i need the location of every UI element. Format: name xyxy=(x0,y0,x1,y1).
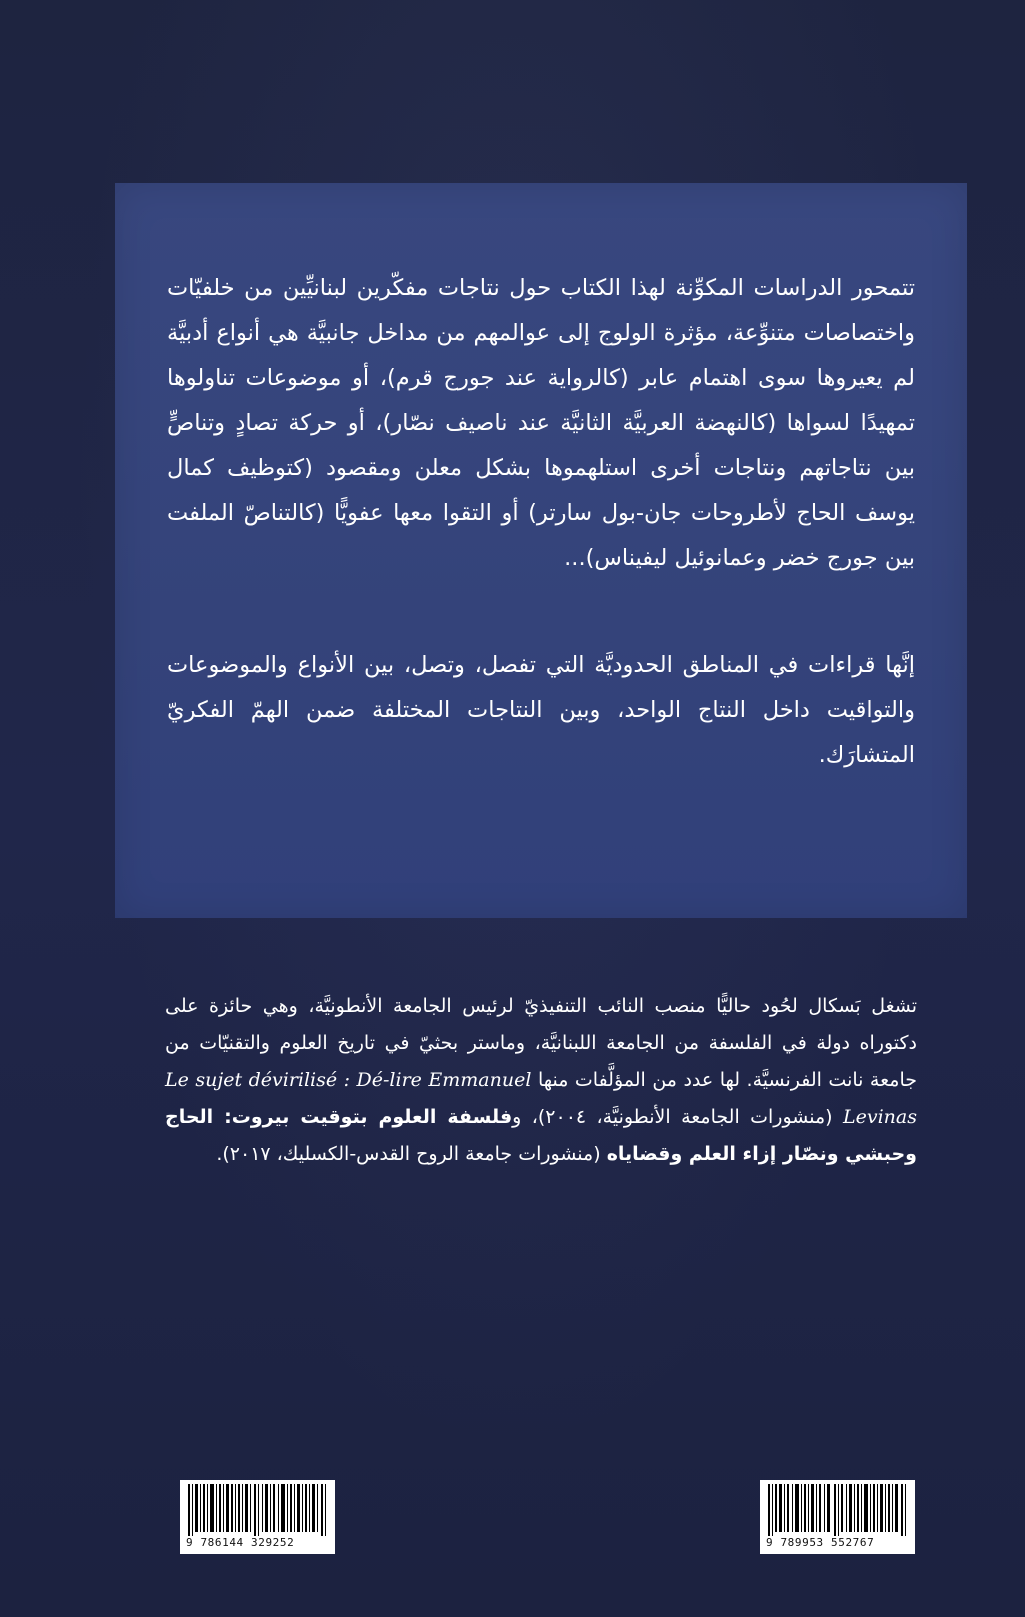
bio-text-3: (منشورات جامعة الروح القدس-الكسليك، ٢٠١٧). xyxy=(216,1143,601,1165)
blurb-paragraph-1: تتمحور الدراسات المكوِّنة لهذا الكتاب حول نتاجات مفكّرين لبنانيِّين من خلفيّات واختصاصات متنوِّعة، مؤثرة الولوج إلى عوالمهم من مداخل جانبيَّة هي أنواع أدبيَّة لم يعيروها سوى اهتمام عابر (كالرواية عند جورج قرم)، أو موضوعات تناولوها تمهيدًا لسواها (كالنهضة العربيَّة الثانيَّة عند ناصيف نصّار)، أو حركة تصادٍ وتناصٍّ بين نتاجاتهم ونتاجات أخرى استلهموها بشكل معلن ومقصود (كتوظيف كمال يوسف الحاج لأطروحات جان-بول سارتر) أو التقوا معها عفويًّا (كالتناصّ الملفت بين جورج خضر وعمانوئيل ليفيناس)... xyxy=(167,275,915,571)
bio-text-1: تشغل بَسكال لحُود حاليًّا منصب النائب التنفيذيّ لرئيس الجامعة الأنطونيَّة، وهي حائزة على دكتوراه دولة في الفلسفة من الجامعة اللبنانيَّة، وماستر بحثيّ في تاريخ العلوم والتقنيّات من جامعة نانت الفرنسيَّة. لها عدد من المؤلَّفات منها xyxy=(165,995,917,1091)
barcode-left xyxy=(180,1480,335,1554)
author-bio xyxy=(165,988,917,1173)
bio-latin-title: Le sujet dévirilisé : Dé-lire Emmanuel Levinas xyxy=(165,1069,917,1128)
bio-text-2: (منشورات الجامعة الأنطونيَّة، ٢٠٠٤)، و xyxy=(512,1106,833,1128)
barcode-right xyxy=(760,1480,915,1554)
bio-bold-title: فلسفة العلوم بتوقيت بيروت: الحاج وحبشي ونصّار إزاء العلم وقضاياه xyxy=(165,1106,917,1165)
barcode-number-right: 9 789953 552767 xyxy=(766,1536,875,1549)
blurb-panel xyxy=(115,183,967,918)
blurb-paragraph-2: إنَّها قراءات في المناطق الحدوديَّة التي تفصل، وتصل، بين الأنواع والموضوعات والتواقيت داخل النتاج الواحد، وبين النتاجات المختلفة ضمن الهمّ الفكريّ المتشارَك. xyxy=(167,652,915,768)
barcode-bars-left xyxy=(186,1484,329,1536)
barcode-number-left: 9 786144 329252 xyxy=(186,1536,295,1549)
barcode-bars-right xyxy=(766,1484,909,1536)
